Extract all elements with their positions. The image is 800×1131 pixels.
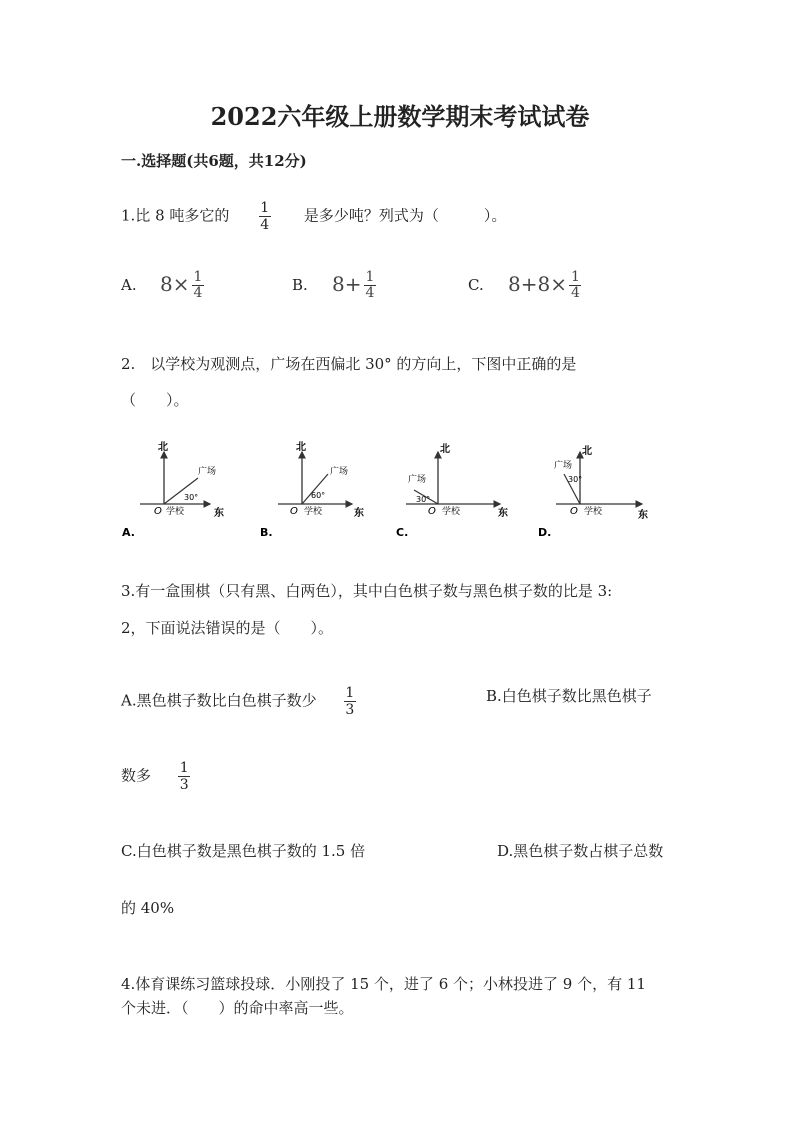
diagram-a-label: A. <box>122 526 135 539</box>
diagram-b-angle: 60° <box>311 491 326 500</box>
q1-option-b-text: 8+ <box>332 272 362 296</box>
diagram-b <box>256 438 376 543</box>
diagram-a-place: 广场 <box>198 467 217 477</box>
diagram-d-east: 东 <box>638 510 648 521</box>
q3-option-b-num: 1 <box>179 760 189 776</box>
q1-suffix: 是多少吨？列式为（ ）。 <box>303 206 507 225</box>
diagram-a <box>118 438 238 543</box>
diagram-c-north: 北 <box>440 444 450 455</box>
q4-line-1: 4.体育课练习篮球投球．小刚投了 15 个，进了 6 个；小林投进了 9 个，有 11 <box>121 975 646 993</box>
q1-option-b-expr <box>332 270 376 301</box>
q1-option-b-label: B. <box>292 276 308 294</box>
diagram-a-north: 北 <box>158 442 168 453</box>
q3-option-b-fraction <box>178 760 191 793</box>
q3-option-d: D.黑色棋子数占棋子总数 <box>497 842 664 860</box>
q2-line-2: （ ）。 <box>121 391 189 409</box>
diagram-c-school: 学校 <box>442 507 461 517</box>
diagram-c-place: 广场 <box>408 475 427 485</box>
diagram-b-school: 学校 <box>304 507 323 517</box>
diagram-c-label: C. <box>396 526 409 539</box>
q3-option-a-text: A.黑色棋子数比白色棋子数少 <box>121 691 317 710</box>
diagram-b-north: 北 <box>296 442 306 453</box>
q1-option-c <box>468 276 484 294</box>
q1-option-b-num: 1 <box>365 269 375 285</box>
diagram-b-east: 东 <box>354 508 364 519</box>
diagram-d-angle: 30° <box>568 475 583 484</box>
q3-option-a <box>121 685 356 718</box>
q3-option-b-den: 3 <box>179 777 189 793</box>
q3-option-a-fraction <box>343 685 356 718</box>
q1-option-b <box>292 276 308 294</box>
diagram-a-east: 东 <box>214 508 224 519</box>
diagram-d-school: 学校 <box>584 507 603 517</box>
q1-option-c-expr <box>508 270 582 301</box>
diagram-c-origin: O <box>428 506 436 517</box>
diagram-c-east: 东 <box>498 508 508 519</box>
page-title: 2022六年级上册数学期末考试试卷 <box>210 102 590 131</box>
section-heading: 一.选择题(共6题，共12分) <box>121 152 307 170</box>
q3-line-1: 3.有一盒围棋（只有黑、白两色），其中白色棋子数与黑色棋子数的比是 3: <box>121 582 613 600</box>
q1-option-c-label: C. <box>468 276 484 294</box>
q3-line-2: 2，下面说法错误的是（ ）。 <box>121 619 334 637</box>
q1-option-a <box>121 276 137 294</box>
q2-line-1: 2. 以学校为观测点，广场在西偏北 30° 的方向上，下图中正确的是 <box>121 355 577 373</box>
q1-fraction <box>258 200 271 233</box>
q1-frac-num: 1 <box>260 200 270 216</box>
q3-option-b-cont <box>121 760 191 793</box>
diagram-b-label: B. <box>260 526 273 539</box>
q4-line-2: 个未进．（ ）的命中率高一些。 <box>121 999 354 1017</box>
diagram-a-school: 学校 <box>166 507 185 517</box>
q3-option-b: B.白色棋子数比黑色棋子 <box>486 687 652 705</box>
q1-frac-den: 4 <box>260 217 270 233</box>
diagram-d-origin: O <box>570 506 578 517</box>
q1-option-b-den: 4 <box>365 285 375 301</box>
q3-option-a-den: 3 <box>345 702 355 718</box>
question-1 <box>121 200 506 233</box>
q1-option-c-num: 1 <box>570 269 580 285</box>
diagram-d <box>534 438 654 543</box>
diagram-a-origin: O <box>154 506 162 517</box>
q3-option-d-cont: 的 40% <box>121 899 175 917</box>
diagram-d-label: D. <box>538 526 552 539</box>
q1-option-c-text: 8+8× <box>508 272 567 296</box>
q1-option-a-num: 1 <box>193 269 203 285</box>
q1-option-a-label: A. <box>121 276 137 294</box>
q1-option-a-text: 8× <box>160 272 190 296</box>
diagram-a-angle: 30° <box>184 493 199 502</box>
diagram-b-place: 广场 <box>330 467 349 477</box>
q1-prefix: 1.比 8 吨多它的 <box>121 206 230 225</box>
diagram-c <box>392 438 512 543</box>
diagram-d-place: 广场 <box>554 461 573 471</box>
q3-option-b-text: 数多 <box>121 766 152 785</box>
diagram-b-origin: O <box>290 506 298 517</box>
q1-option-a-den: 4 <box>193 285 203 301</box>
q1-option-c-den: 4 <box>570 285 580 301</box>
q3-option-a-num: 1 <box>345 685 355 701</box>
q3-option-c: C.白色棋子数是黑色棋子数的 1.5 倍 <box>121 842 366 860</box>
q1-option-a-expr <box>160 270 204 301</box>
diagram-d-north: 北 <box>582 446 592 457</box>
diagram-c-angle: 30° <box>416 495 431 504</box>
